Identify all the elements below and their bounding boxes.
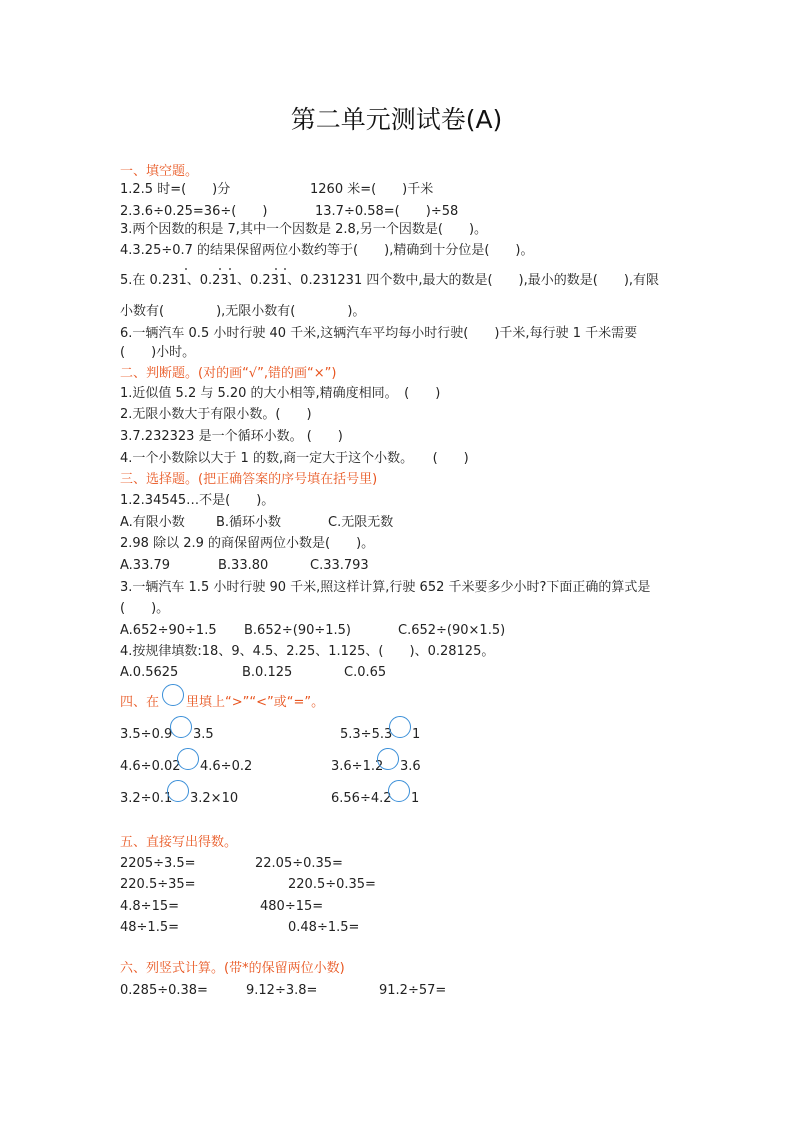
s2-question-1: 1.近似值 5.2 与 5.20 的大小相等,精确度相同。 ( ): [120, 386, 441, 401]
s3-question-1: 1.2.34545…不是( )。: [120, 493, 275, 508]
vertical-calc-item: 9.12÷3.8=: [246, 983, 318, 998]
s1-question-6a: 6.一辆汽车 0.5 小时行驶 40 千米,这辆汽车平均每小时行驶( )千米,每行驶 1 千米需要: [120, 326, 638, 341]
vertical-calc-item: 0.285÷0.38=: [120, 983, 208, 998]
compare-right: 3.5: [193, 727, 214, 742]
section-6-heading-post: 的保留两位小数): [248, 961, 345, 976]
repeat-dot: [185, 268, 187, 270]
s3-question-3a: 3.一辆汽车 1.5 小时行驶 90 千米,照这样计算,行驶 652 千米要多少小时?下面正确的算式是: [120, 580, 651, 595]
s3-q4-option-c: C.0.65: [344, 665, 387, 680]
repeat-dot: [229, 268, 231, 270]
calc-item: 220.5÷35=: [120, 877, 196, 892]
s3-q1-option-b: B.循环小数: [216, 515, 282, 530]
section-4-heading-post: 里填上“>”“<”或“=”。: [186, 695, 325, 710]
s1-question-2b: 13.7÷0.58=( )÷58: [315, 204, 459, 219]
section-5-heading: 五、直接写出得数。: [120, 835, 238, 850]
star-mark: *: [242, 961, 249, 976]
s1-question-3: 3.两个因数的积是 7,其中一个因数是 2.8,另一个因数是( )。: [120, 222, 488, 237]
section-6-heading: [120, 961, 345, 977]
calc-item: 0.48÷1.5=: [288, 920, 360, 935]
s3-q3-option-b: B.652÷(90÷1.5): [244, 623, 352, 638]
s3-q4-option-a: A.0.5625: [120, 665, 179, 680]
s1-question-1a: 1.2.5 时=( )分: [120, 182, 231, 197]
s1-question-5a: 5.在 0.231、0.231、0.231、0.231231 四个数中,最大的数是( ),最小的数是( ),有限: [120, 273, 660, 288]
compare-left: 3.5÷0.9: [120, 727, 173, 742]
compare-left: 4.6÷0.02: [120, 759, 181, 774]
compare-left: 6.56÷4.2: [331, 791, 392, 806]
compare-right: 3.2×10: [190, 791, 239, 806]
s3-q3-option-a: A.652÷90÷1.5: [120, 623, 217, 638]
s2-question-3: 3.7.232323 是一个循环小数。 ( ): [120, 429, 343, 444]
repeat-dot: [275, 268, 277, 270]
s1-question-4: 4.3.25÷0.7 的结果保留两位小数约等于( ),精确到十分位是( )。: [120, 243, 534, 258]
vertical-calc-item: 91.2÷57=: [379, 983, 447, 998]
compare-left: 3.6÷1.2: [331, 759, 384, 774]
s3-q3-option-c: C.652÷(90×1.5): [398, 623, 506, 638]
compare-left: 5.3÷5.3: [340, 727, 393, 742]
section-6-heading-pre: 六、列竖式计算。(带: [120, 961, 243, 976]
calc-item: 480÷15=: [260, 899, 324, 914]
s3-q1-option-c: C.无限无数: [328, 515, 394, 530]
answer-circle[interactable]: [177, 748, 199, 770]
compare-right: 1: [412, 727, 421, 742]
answer-circle[interactable]: [167, 780, 189, 802]
answer-circle[interactable]: [170, 716, 192, 738]
heading-circle-icon: [162, 684, 184, 706]
s3-question-2: 2.98 除以 2.9 的商保留两位小数是( )。: [120, 536, 375, 551]
s3-question-3b: ( )。: [120, 601, 170, 616]
answer-circle[interactable]: [377, 748, 399, 770]
s3-question-4: 4.按规律填数:18、9、4.5、2.25、1.125、( )、0.28125。: [120, 644, 495, 659]
s2-question-4: 4.一个小数除以大于 1 的数,商一定大于这个小数。 ( ): [120, 451, 469, 466]
s1-question-6b: ( )小时。: [120, 345, 196, 360]
section-2-heading: 二、判断题。(对的画“√”,错的画“×”): [120, 366, 337, 381]
section-4-heading-pre: 四、在: [120, 695, 160, 710]
calc-item: 22.05÷0.35=: [255, 856, 343, 871]
compare-right: 3.6: [400, 759, 421, 774]
repeat-dot: [219, 268, 221, 270]
s2-question-2: 2.无限小数大于有限小数。( ): [120, 407, 312, 422]
calc-item: 4.8÷15=: [120, 899, 180, 914]
calc-item: 48÷1.5=: [120, 920, 180, 935]
answer-circle[interactable]: [389, 716, 411, 738]
s3-q4-option-b: B.0.125: [242, 665, 293, 680]
repeat-dot: [284, 268, 286, 270]
compare-right: 4.6÷0.2: [200, 759, 253, 774]
calc-item: 2205÷3.5=: [120, 856, 196, 871]
s3-q2-option-c: C.33.793: [310, 558, 369, 573]
answer-circle[interactable]: [388, 780, 410, 802]
s3-q2-option-a: A.33.79: [120, 558, 171, 573]
calc-item: 220.5÷0.35=: [288, 877, 376, 892]
page-title: 第二单元测试卷(A): [290, 105, 503, 134]
s1-question-2a: 2.3.6÷0.25=36÷( ): [120, 204, 268, 219]
compare-left: 3.2÷0.1: [120, 791, 173, 806]
s1-question-1b: 1260 米=( )千米: [310, 182, 434, 197]
compare-right: 1: [411, 791, 420, 806]
s3-q1-option-a: A.有限小数: [120, 515, 185, 530]
s1-question-5b: 小数有( ),无限小数有( )。: [120, 304, 366, 319]
s3-q2-option-b: B.33.80: [218, 558, 269, 573]
section-1-heading: 一、填空题。: [120, 164, 199, 179]
section-3-heading: 三、选择题。(把正确答案的序号填在括号里): [120, 472, 378, 487]
